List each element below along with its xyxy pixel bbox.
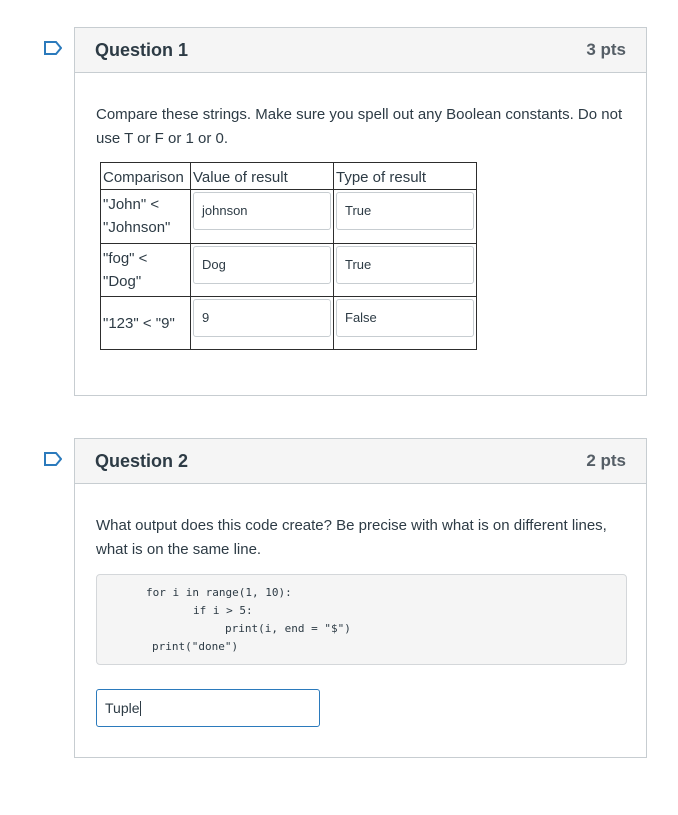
value-answer-field[interactable]: 9 [193, 299, 331, 337]
bookmark-flag-icon[interactable] [44, 41, 62, 55]
type-answer-field[interactable]: True [336, 192, 474, 230]
question-1-header [75, 28, 646, 73]
question-points: 2 pts [586, 451, 626, 470]
column-header: Value of result [193, 169, 288, 186]
table-row [101, 244, 477, 297]
question-title: Question 1 [95, 39, 189, 60]
table-row [101, 190, 477, 244]
bookmark-flag-icon[interactable] [44, 452, 62, 466]
table-row [101, 297, 477, 350]
comparison-cell: "123" < "9" [103, 314, 175, 332]
value-answer-field[interactable]: johnson [193, 192, 331, 230]
question-2 [74, 438, 647, 758]
question-1 [74, 27, 647, 396]
code-line: print("done") [152, 640, 239, 653]
column-header: Comparison [103, 169, 184, 186]
code-line: print(i, end = "$") [225, 622, 351, 635]
type-answer-field[interactable]: True [336, 246, 474, 284]
column-header: Type of result [336, 169, 427, 186]
code-line: for i in range(1, 10): [146, 586, 292, 599]
question-points: 3 pts [586, 40, 626, 59]
question-2-header [75, 439, 646, 484]
value-answer-field[interactable]: Dog [193, 246, 331, 284]
comparison-table [100, 162, 477, 350]
question-text: What output does this code create? Be precise with what is on different lines, what is on the same line. [96, 517, 607, 558]
text-caret [140, 701, 141, 716]
code-block [96, 574, 627, 665]
answer-value: Tuple [105, 700, 140, 716]
question-text: Compare these strings. Make sure you spell out any Boolean constants. Do not use T or F or 1 or 0. [96, 106, 623, 147]
comparison-cell: "fog" < "Dog" [103, 250, 148, 290]
type-answer-field[interactable]: False [336, 299, 474, 337]
table-header-row [101, 163, 477, 190]
code-line: if i > 5: [193, 604, 253, 617]
question-title: Question 2 [95, 450, 189, 471]
answer-input[interactable] [96, 689, 320, 727]
comparison-cell: "John" < "Johnson" [103, 196, 171, 236]
